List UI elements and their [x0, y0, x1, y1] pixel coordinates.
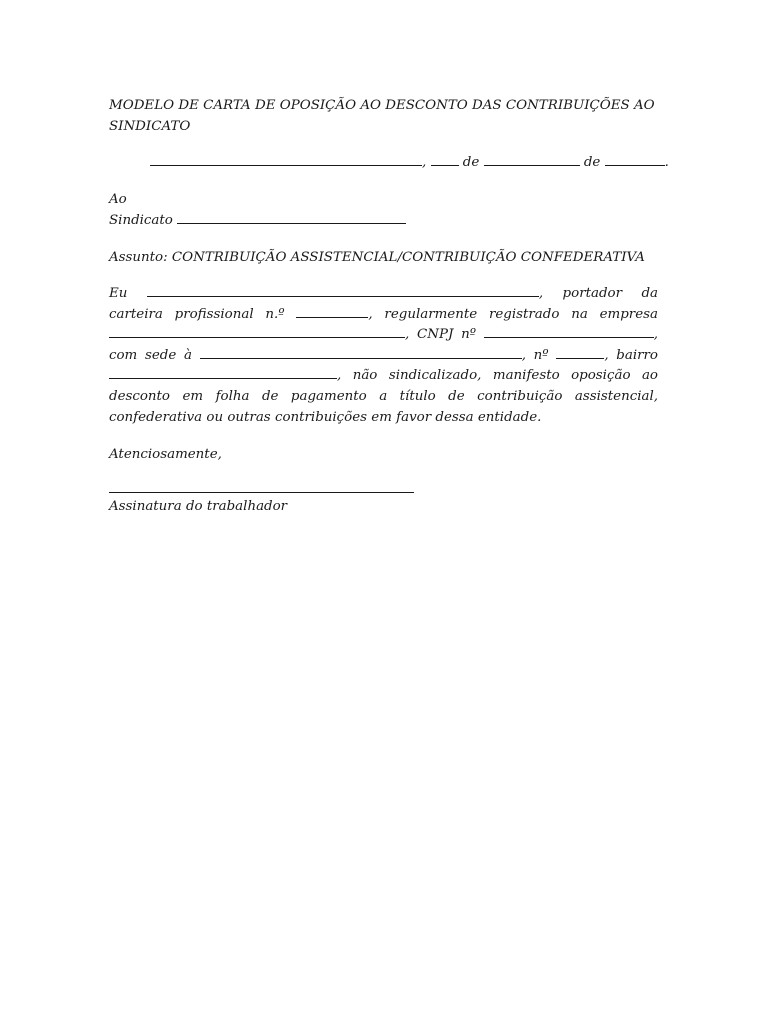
address-blank[interactable] [200, 346, 522, 359]
date-de-2: de [583, 155, 601, 170]
body-registrado: , regularmente registrado na empresa [368, 306, 658, 322]
body-line-2 [109, 305, 658, 326]
day-blank[interactable] [431, 153, 459, 166]
document-title [109, 95, 658, 137]
body-numero: , nº [521, 347, 549, 363]
body-line-3 [109, 325, 658, 346]
body-portador: , portador da [538, 286, 658, 301]
body-nao-sindicalizado: , não sindicalizado, manifesto oposição ao [337, 368, 658, 384]
date-comma: , [422, 155, 427, 170]
body-line-5 [109, 366, 658, 387]
recipient-ao: Ao [109, 192, 127, 207]
bairro-blank[interactable] [109, 366, 337, 379]
body-bairro: , bairro [604, 347, 658, 363]
body-comma: , [653, 327, 659, 343]
body-line-7: confederativa ou outras contribuições em favor dessa entidade. [109, 409, 542, 425]
sindicato-blank[interactable] [177, 211, 406, 224]
body-carteira: carteira profissional n.º [109, 306, 285, 322]
body-cnpj: , CNPJ nº [405, 327, 476, 343]
signature-line[interactable] [109, 481, 414, 493]
subject-line: Assunto: CONTRIBUIÇÃO ASSISTENCIAL/CONTRIBUIÇÃO CONFEDERATIVA [109, 250, 645, 265]
body-line-1 [109, 284, 658, 305]
date-line [150, 152, 669, 173]
city-blank[interactable] [150, 153, 422, 166]
cnpj-blank[interactable] [484, 325, 654, 338]
body-line-4 [109, 346, 658, 367]
company-blank[interactable] [109, 325, 405, 338]
date-period: . [664, 155, 669, 170]
title-line-1: MODELO DE CARTA DE OPOSIÇÃO AO DESCONTO DAS CONTRIBUIÇÕES AO [109, 98, 655, 113]
body-com-sede: com sede à [109, 347, 192, 363]
body-paragraph [109, 284, 658, 428]
recipient-block [109, 189, 658, 231]
title-line-2: SINDICATO [109, 119, 191, 134]
sindicato-label: Sindicato [109, 213, 173, 228]
number-blank[interactable] [556, 346, 604, 359]
month-blank[interactable] [484, 153, 580, 166]
body-line-6: desconto em folha de pagamento a título de contribuição assistencial, [109, 388, 658, 404]
name-blank[interactable] [147, 284, 539, 297]
body-eu: Eu [109, 286, 128, 301]
signature-label: Assinatura do trabalhador [109, 499, 288, 515]
closing: Atenciosamente, [109, 447, 222, 463]
year-blank[interactable] [605, 153, 665, 166]
ctps-blank[interactable] [296, 305, 368, 318]
date-de-1: de [462, 155, 480, 170]
recipient-sindicato [109, 210, 658, 231]
